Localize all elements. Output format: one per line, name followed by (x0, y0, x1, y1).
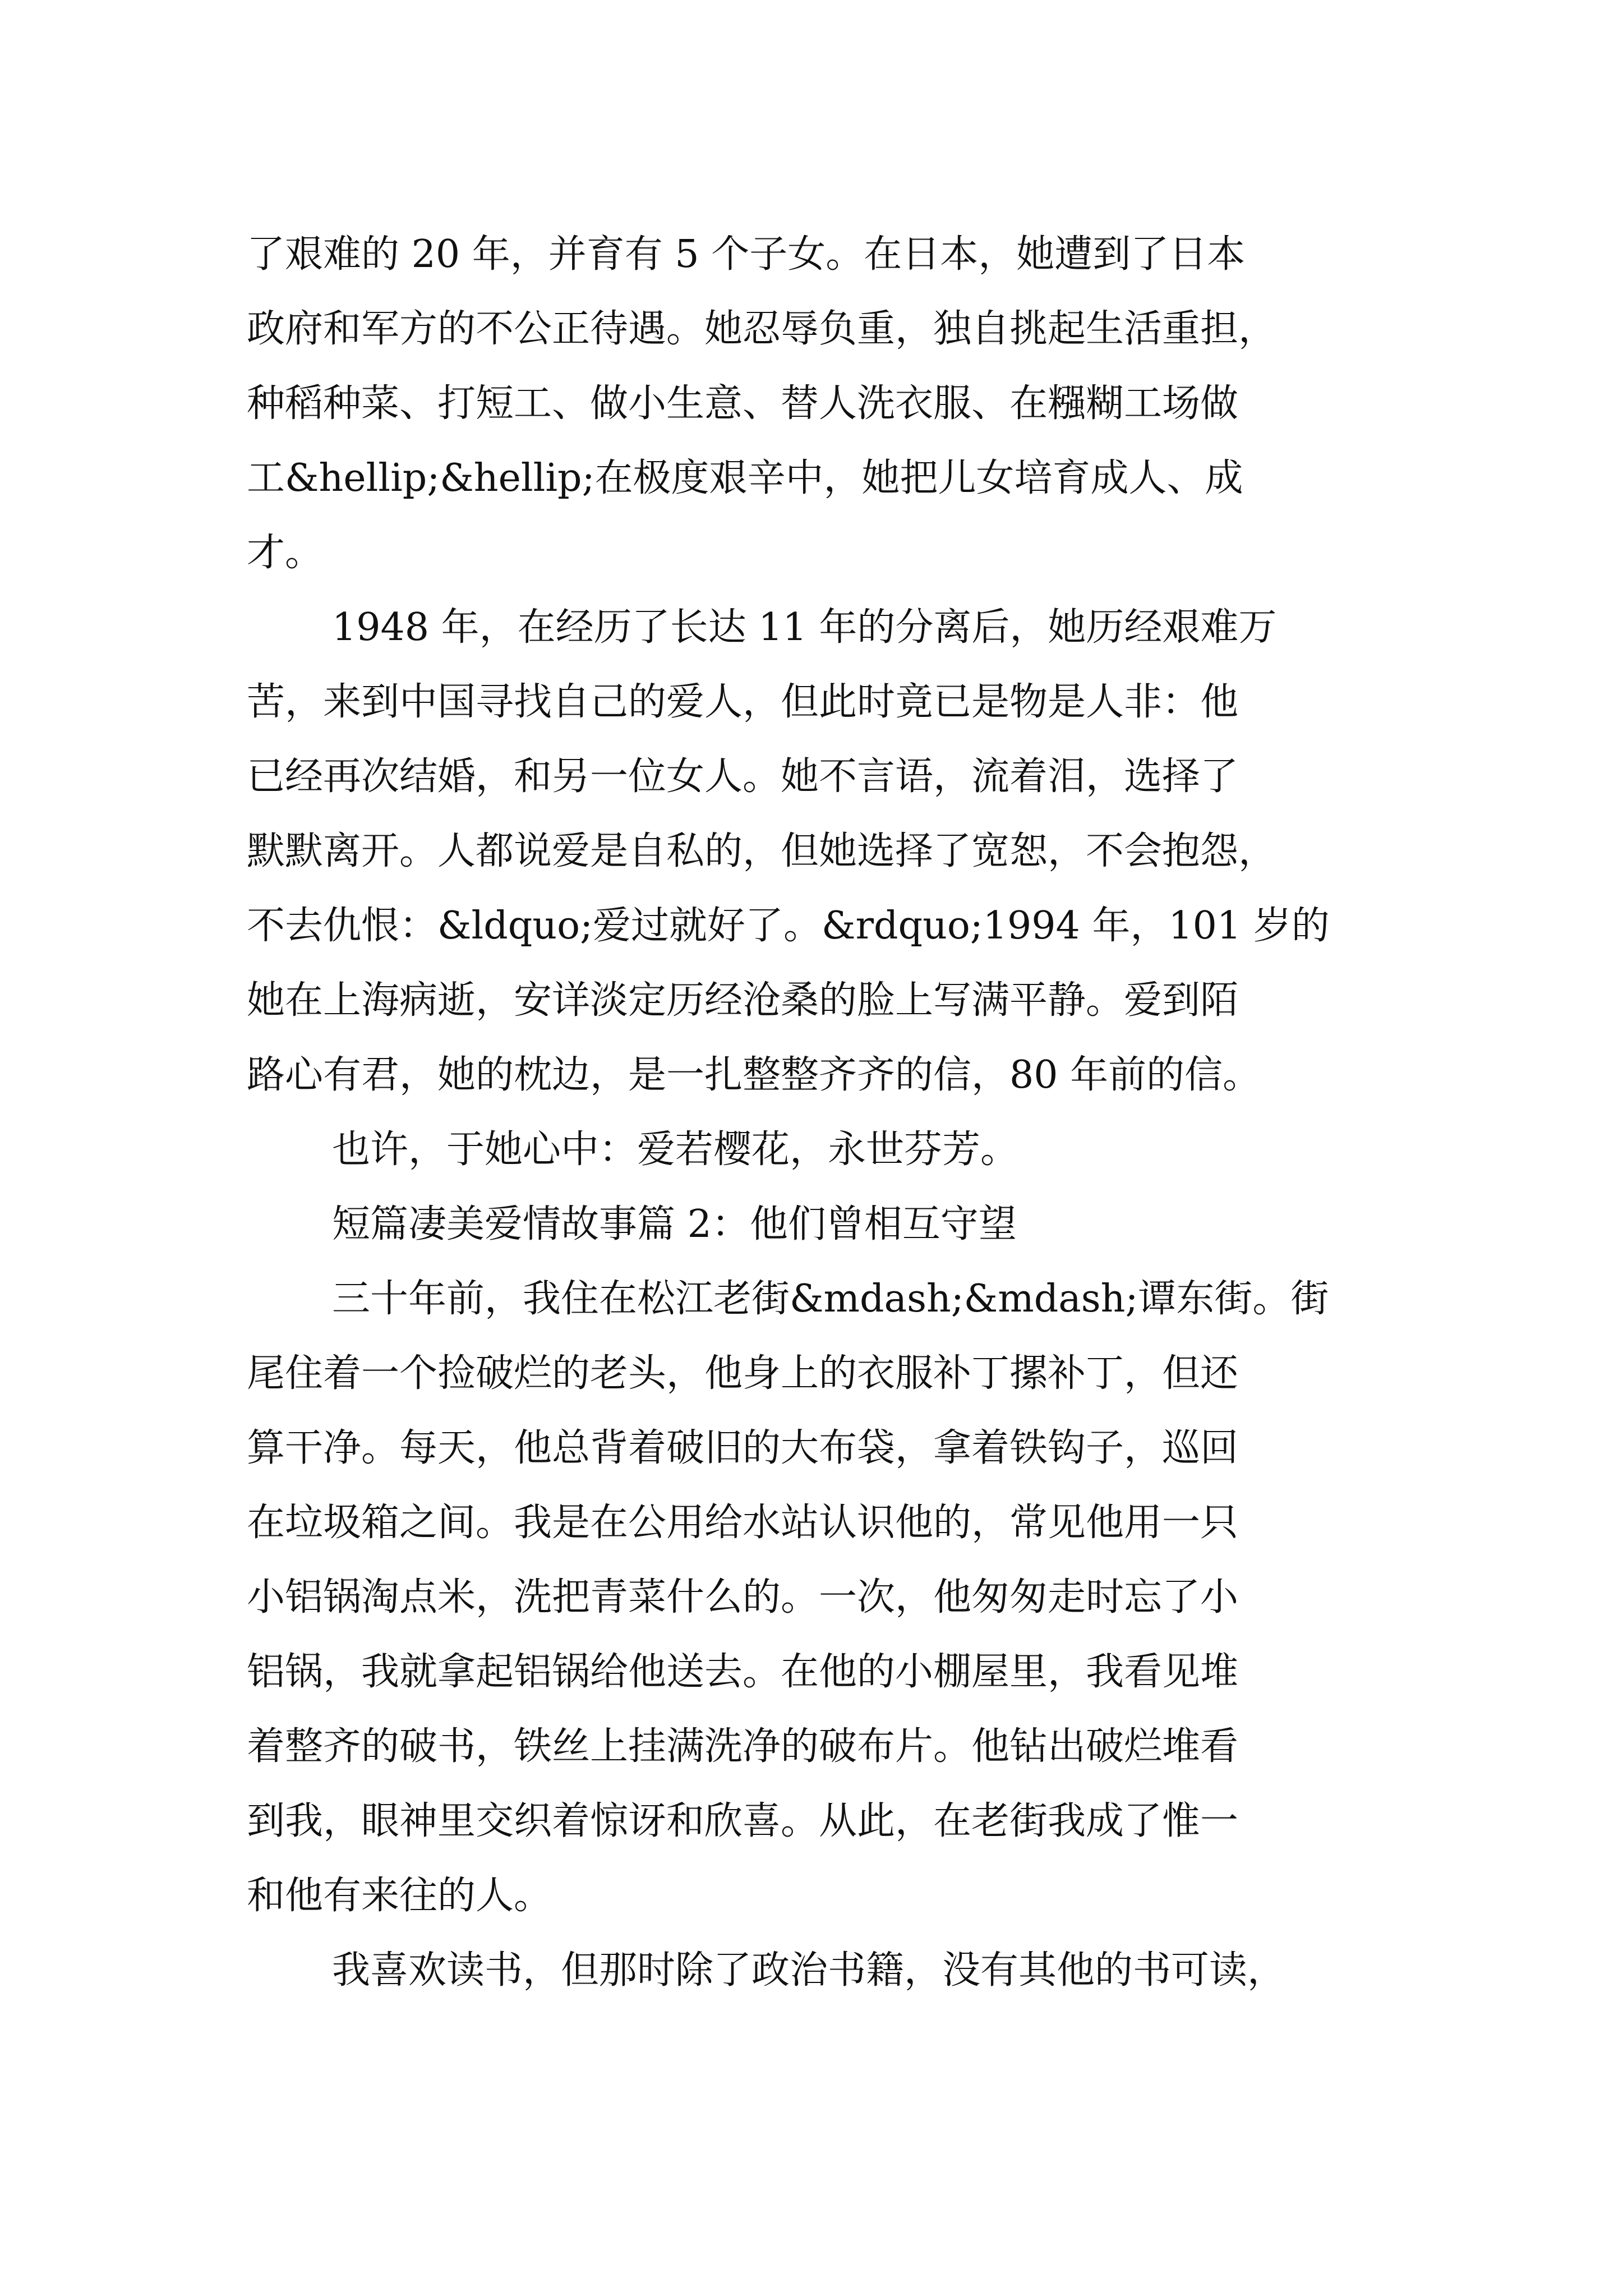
paragraph-first-line: 1948 年，在经历了长达 11 年的分离后，她历经艰难万 (332, 605, 1277, 650)
text-line: 默默离开。人都说爱是自私的，但她选择了宽恕，不会抱怨， (247, 829, 1277, 873)
text-line: 已经再次结婚，和另一位女人。她不言语，流着泪，选择了 (247, 754, 1239, 799)
text-line: 和他有来往的人。 (247, 1874, 552, 1918)
text-line: 了艰难的 20 年，并育有 5 个子女。在日本，她遭到了日本 (247, 232, 1246, 277)
text-line: 工&hellip;&hellip;在极度艰辛中，她把儿女培育成人、成 (247, 456, 1243, 500)
text-line: 在垃圾箱之间。我是在公用给水站认识他的，常见他用一只 (247, 1501, 1239, 1545)
text-line: 小铝锅淘点米，洗把青菜什么的。一次，他匆匆走时忘了小 (247, 1575, 1239, 1619)
text-line: 政府和军方的不公正待遇。她忍辱负重，独自挑起生活重担， (247, 307, 1277, 351)
text-line: 她在上海病逝，安详淡定历经沧桑的脸上写满平静。爱到陌 (247, 978, 1239, 1023)
text-line: 不去仇恨：&ldquo;爱过就好了。&rdquo;1994 年，101 岁的 (247, 904, 1330, 948)
paragraph-first-line: 三十年前，我住在松江老街&mdash;&mdash;谭东街。街 (332, 1277, 1329, 1321)
text-line: 才。 (247, 531, 324, 575)
text-line: 种稻种菜、打短工、做小生意、替人洗衣服、在糨糊工场做 (247, 381, 1239, 426)
text-line: 铝锅，我就拿起铝锅给他送去。在他的小棚屋里，我看见堆 (247, 1650, 1239, 1694)
paragraph-first-line: 我喜欢读书，但那时除了政治书籍，没有其他的书可读， (332, 1948, 1286, 1993)
text-line: 算干净。每天，他总背着破旧的大布袋，拿着铁钩子，巡回 (247, 1426, 1239, 1470)
body-text (247, 217, 1374, 2008)
text-line: 尾住着一个捡破烂的老头，他身上的衣服补丁摞补丁，但还 (247, 1351, 1239, 1396)
text-line: 到我，眼神里交织着惊讶和欣喜。从此，在老街我成了惟一 (247, 1799, 1239, 1843)
section-heading: 短篇凄美爱情故事篇 2：他们曾相互守望 (332, 1202, 1017, 1246)
text-line: 苦，来到中国寻找自己的爱人，但此时竟已是物是人非：他 (247, 680, 1239, 724)
paragraph-first-line: 也许，于她心中：爱若樱花，永世芬芳。 (332, 1128, 1019, 1172)
text-line: 路心有君，她的枕边，是一扎整整齐齐的信，80 年前的信。 (247, 1053, 1261, 1097)
text-line: 着整齐的破书，铁丝上挂满洗净的破布片。他钻出破烂堆看 (247, 1724, 1239, 1769)
